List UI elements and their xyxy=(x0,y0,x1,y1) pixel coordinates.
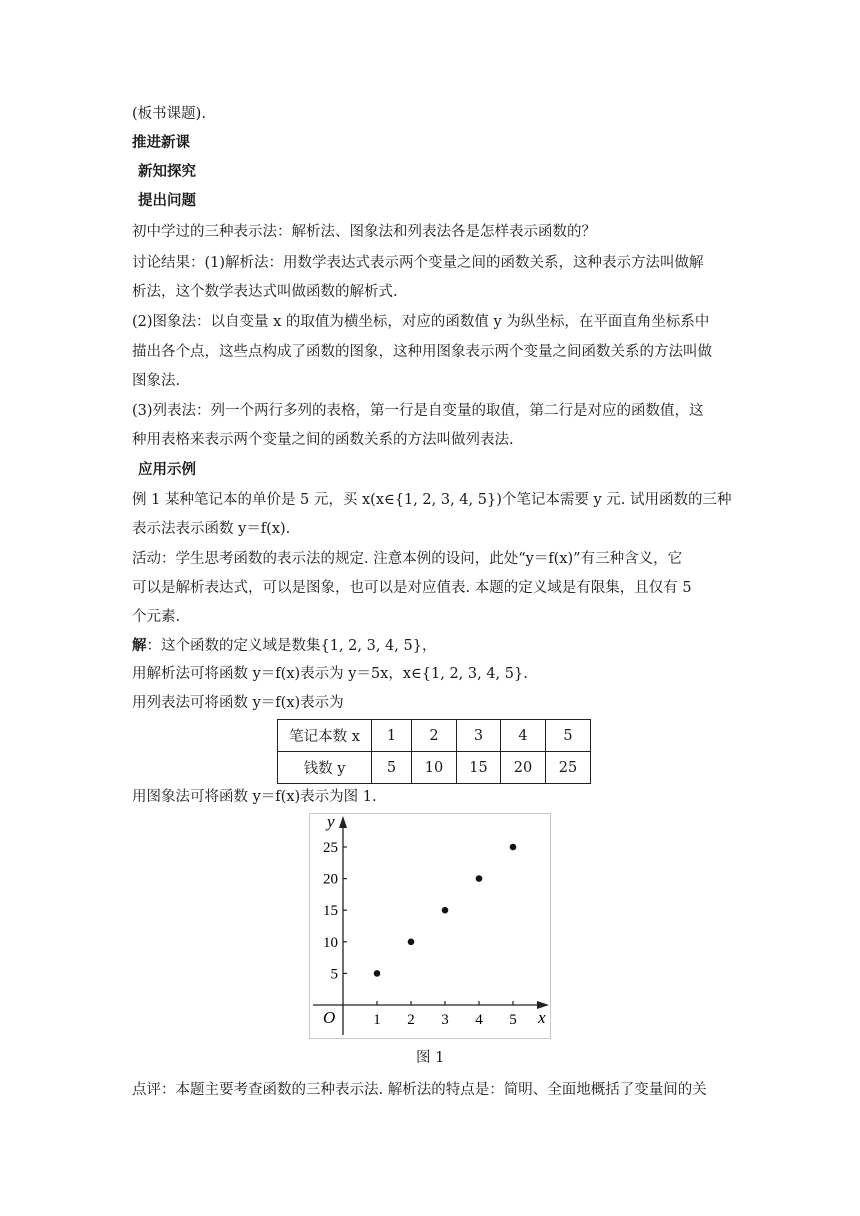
y-tick-label: 5 xyxy=(330,966,338,983)
subsection-heading: 新知探究 xyxy=(138,163,196,180)
y-tick-label: 15 xyxy=(323,903,338,920)
y-axis-label: y xyxy=(327,813,335,831)
text-line: 可以是解析表达式，可以是图象，也可以是对应值表. 本题的定义域是有限集，且仅有 5 xyxy=(132,580,692,596)
data-point xyxy=(408,939,415,946)
y-tick-label: 20 xyxy=(323,871,338,888)
x-axis-label: x xyxy=(538,1008,546,1027)
y-tick-label: 25 xyxy=(323,840,338,856)
text-line: (2)图象法：以自变量 x 的取值为横坐标，对应的函数值 y 为纵坐标，在平面直角坐标系中 xyxy=(132,314,710,330)
figure-caption: 图 1 xyxy=(416,1050,445,1066)
table-header-cell: 钱数 y xyxy=(278,752,372,784)
table-header-cell: 笔记本数 x xyxy=(278,720,372,752)
text-line: 用列表法可将函数 y＝f(x)表示为 xyxy=(132,695,344,711)
table-cell: 15 xyxy=(457,752,501,784)
y-tick-label: 10 xyxy=(323,934,338,951)
origin-label: O xyxy=(323,1008,336,1027)
x-tick-label: 1 xyxy=(373,1012,381,1028)
text-line: (3)列表法：列一个两行多列的表格，第一行是自变量的取值，第二行是对应的函数值，这 xyxy=(132,403,704,419)
text-line: 表示法表示函数 y＝f(x). xyxy=(132,521,291,537)
data-point xyxy=(476,875,483,882)
table-cell: 4 xyxy=(501,720,546,752)
table-row xyxy=(278,752,591,784)
x-tick-label: 5 xyxy=(509,1012,517,1028)
text-line xyxy=(132,636,436,656)
table-cell: 3 xyxy=(457,720,501,752)
table-cell: 20 xyxy=(501,752,546,784)
subsection-heading: 应用示例 xyxy=(138,461,196,478)
text-line: 析法，这个数学表达式叫做函数的解析式. xyxy=(132,284,398,300)
text-line: 讨论结果：(1)解析法：用数学表达式表示两个变量之间的函数关系，这种表示方法叫做解 xyxy=(132,255,704,271)
section-heading: 推进新课 xyxy=(132,134,190,151)
data-point xyxy=(510,844,517,851)
scatter-chart xyxy=(309,813,551,1039)
table-cell: 25 xyxy=(546,752,591,784)
table-cell: 2 xyxy=(412,720,457,752)
text-line: 个元素. xyxy=(132,609,181,625)
data-point xyxy=(374,970,381,977)
text-line: 活动：学生思考函数的表示法的规定. 注意本例的设问，此处“y＝f(x)”有三种含义，它 xyxy=(132,551,683,567)
x-tick-label: 2 xyxy=(407,1012,415,1028)
text-line: (板书课题). xyxy=(132,106,206,122)
data-point xyxy=(442,907,449,914)
text-line: 例 1 某种笔记本的单价是 5 元，买 x(x∈{1, 2, 3, 4, 5})个笔记本需要 y 元. 试用函数的三种 xyxy=(132,492,732,508)
text-line: 点评：本题主要考查函数的三种表示法. 解析法的特点是：简明、全面地概括了变量间的关 xyxy=(132,1082,707,1098)
solution-label: 解 xyxy=(132,637,147,654)
table-cell: 10 xyxy=(412,752,457,784)
table-cell: 5 xyxy=(546,720,591,752)
text-line: 种用表格来表示两个变量之间的函数关系的方法叫做列表法. xyxy=(132,432,514,448)
text-line: 用解析法可将函数 y＝f(x)表示为 y＝5x，x∈{1, 2, 3, 4, 5}. xyxy=(132,666,528,682)
table-row xyxy=(278,720,591,752)
text-line: 初中学过的三种表示法：解析法、图象法和列表法各是怎样表示函数的？ xyxy=(132,224,596,240)
x-tick-label: 4 xyxy=(475,1012,483,1028)
text-line: 描出各个点，这些点构成了函数的图象，这种用图象表示两个变量之间函数关系的方法叫做 xyxy=(132,344,712,360)
subsection-heading: 提出问题 xyxy=(138,192,196,209)
text-line: 用图象法可将函数 y＝f(x)表示为图 1. xyxy=(132,789,377,805)
table-cell: 1 xyxy=(372,720,412,752)
value-table xyxy=(277,719,591,784)
solution-text: ：这个函数的定义域是数集{1, 2, 3, 4, 5}， xyxy=(146,638,437,654)
text-line: 图象法. xyxy=(132,373,181,389)
table-cell: 5 xyxy=(372,752,412,784)
x-tick-label: 3 xyxy=(441,1012,449,1028)
